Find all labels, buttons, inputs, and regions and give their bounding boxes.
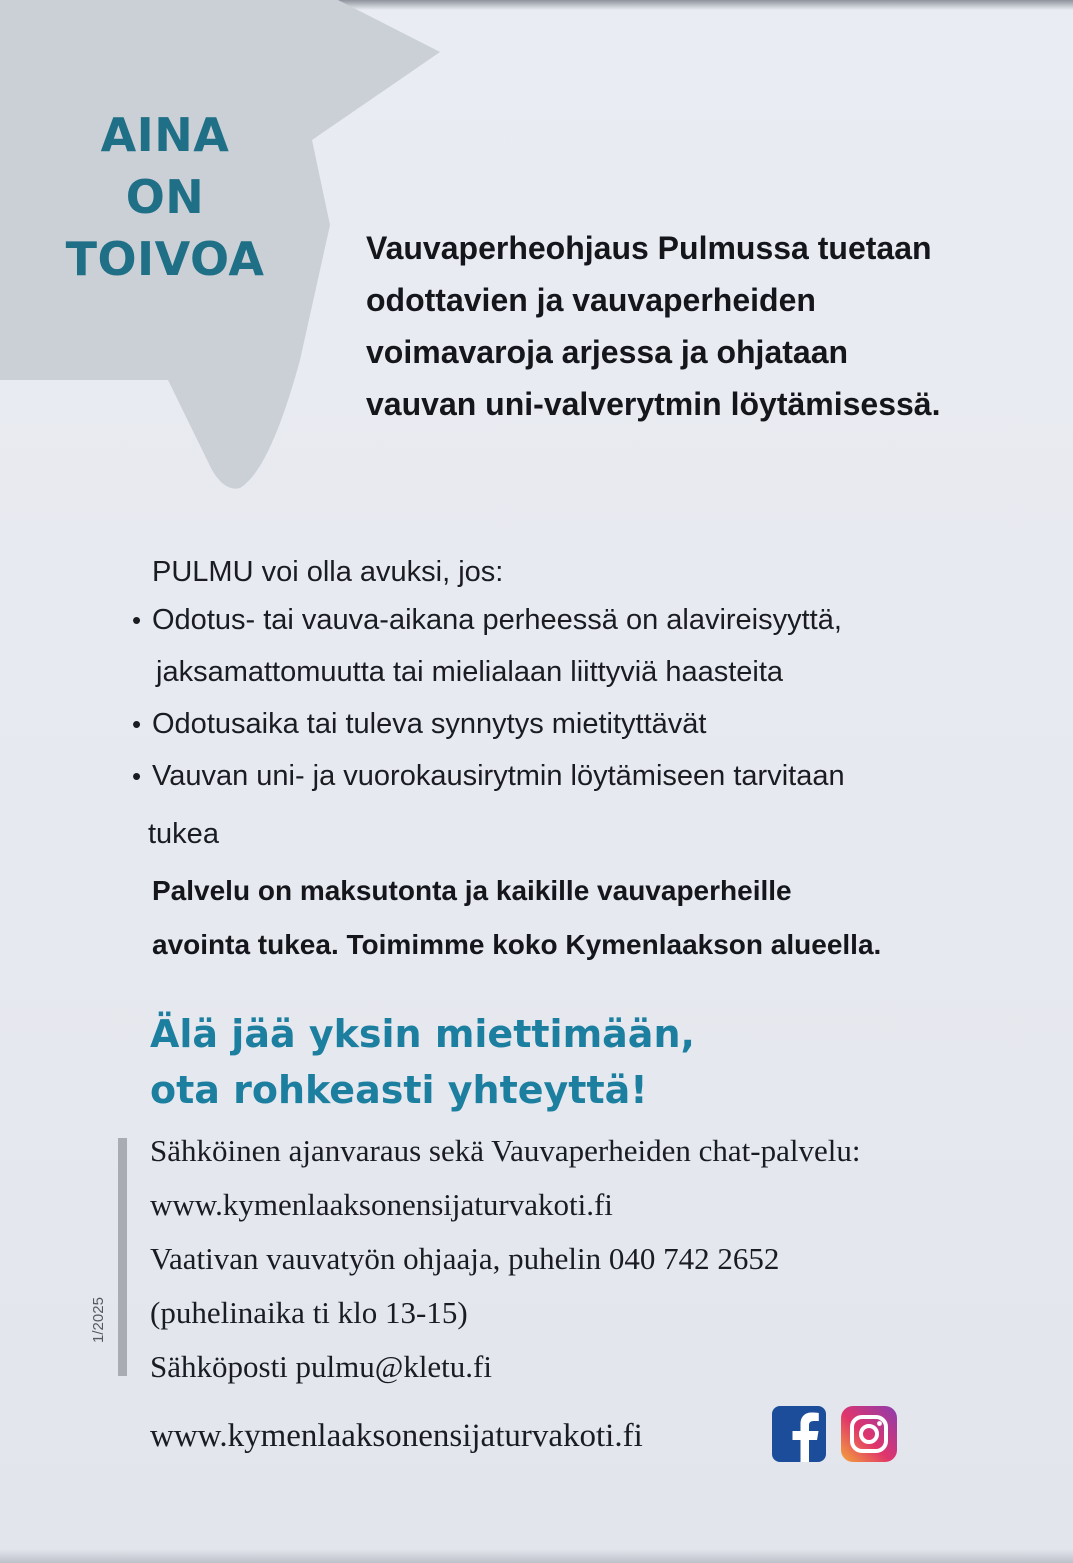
- email-line: Sähköposti pulmu@kletu.fi: [150, 1349, 492, 1384]
- list-item-line: Odotusaika tai tuleva synnytys mietityttävät: [152, 708, 707, 740]
- service-note: [152, 864, 1032, 972]
- slogan-line-1: AINA: [100, 108, 230, 162]
- cta-line-2: ota rohkeasti yhteyttä!: [150, 1068, 648, 1112]
- intro-line-3: voimavaroja arjessa ja ohjataan: [366, 334, 849, 370]
- bullet-icon: •: [132, 709, 142, 739]
- intro-line-2: odottavien ja vauvaperheiden: [366, 282, 816, 318]
- call-to-action: [150, 1006, 1030, 1118]
- contact-info: [150, 1124, 1050, 1394]
- facebook-icon[interactable]: [772, 1406, 826, 1462]
- list-item: [128, 750, 1008, 860]
- slogan-line-3: TOIVOA: [65, 232, 265, 286]
- intro-paragraph: [366, 222, 1026, 430]
- slogan: [60, 104, 270, 290]
- service-line-2: avointa tukea. Toimimme koko Kymenlaakson alueella.: [152, 929, 882, 960]
- service-line-1: Palvelu on maksutonta ja kaikille vauvaperheille: [152, 875, 792, 906]
- help-list: [128, 594, 1008, 860]
- phone-hours: (puhelinaika ti klo 13-15): [150, 1295, 468, 1330]
- list-item: [128, 594, 1008, 698]
- cta-line-1: Älä jää yksin miettimään,: [150, 1012, 695, 1056]
- instagram-icon[interactable]: [841, 1406, 897, 1462]
- version-label: 1/2025: [90, 1297, 107, 1343]
- bullet-icon: •: [132, 761, 142, 791]
- intro-line-1: Vauvaperheohjaus Pulmussa tuetaan: [366, 230, 932, 266]
- booking-label: Sähköinen ajanvaraus sekä Vauvaperheiden chat-palvelu:: [150, 1133, 861, 1168]
- list-item-line: tukea: [148, 818, 219, 850]
- list-item-line: jaksamattomuutta tai mielialaan liittyviä haasteita: [156, 656, 784, 688]
- list-item: [128, 698, 1008, 750]
- intro-line-4: vauvan uni-valverytmin löytämisessä.: [366, 386, 941, 422]
- footer-website-link[interactable]: www.kymenlaaksonensijaturvakoti.fi: [150, 1418, 643, 1454]
- slogan-line-2: ON: [125, 170, 205, 224]
- contact-divider: [118, 1138, 127, 1376]
- card-bottom-edge: [0, 1549, 1073, 1563]
- phone-line: Vaativan vauvatyön ohjaaja, puhelin 040 742 2652: [150, 1241, 780, 1276]
- list-item-line: Odotus- tai vauva-aikana perheessä on alavireisyyttä,: [152, 604, 842, 636]
- booking-link[interactable]: www.kymenlaaksonensijaturvakoti.fi: [150, 1187, 613, 1222]
- help-lead: PULMU voi olla avuksi, jos:: [152, 556, 504, 588]
- bullet-icon: •: [132, 605, 142, 635]
- list-item-line: Vauvan uni- ja vuorokausirytmin löytämiseen tarvitaan: [152, 760, 845, 792]
